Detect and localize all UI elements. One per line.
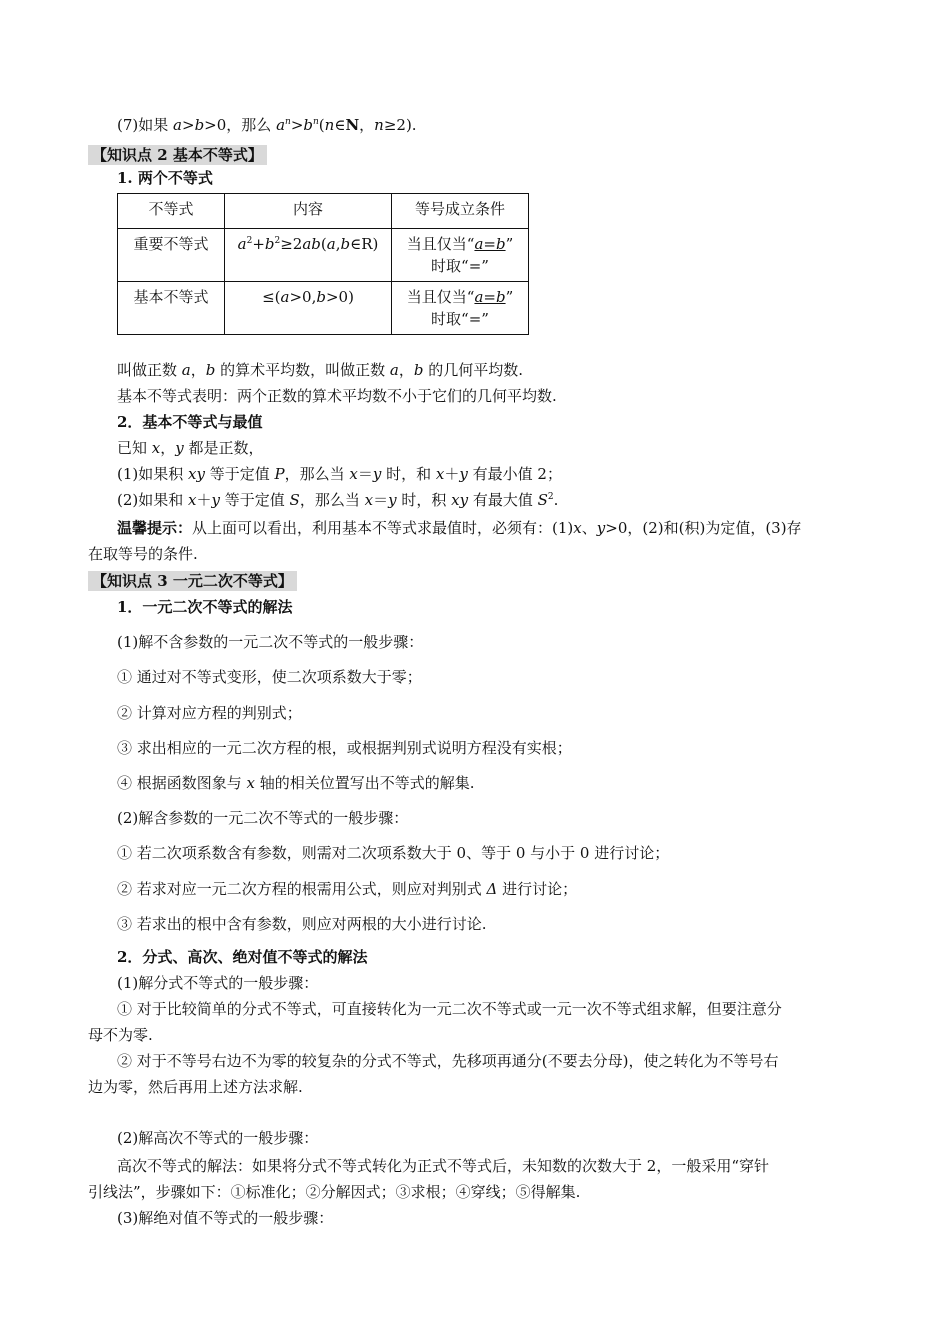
mean-definition: 叫做正数 a，b 的算术平均数，叫做正数 a，b 的几何平均数. (117, 361, 524, 379)
max-value-rule: (2)如果和 x＋y 等于定值 S，那么当 x＝y 时，积 xy 有最大值 $S^2$. (117, 491, 559, 509)
step-item: ③ 求出相应的一元二次方程的根，或根据判别式说明方程没有实根； (117, 739, 572, 757)
subheading-quadratic: 1．一元二次不等式的解法 (117, 598, 293, 616)
step-item: ③ 若求出的根中含有参数，则应对两根的大小进行讨论. (117, 915, 487, 933)
step-item: ① 对于比较简单的分式不等式，可直接转化为一元二次不等式或一元一次不等式组求解，但要注意分 (117, 1000, 782, 1018)
tip-line-1: 温馨提示：从上面可以看出，利用基本不等式求最值时，必须有：(1)x、y>0，(2)和(积)为定值，(3)存 (117, 519, 802, 537)
table-cell-condition: 当且仅当“a=b” 时取“=” (392, 229, 529, 282)
section-header-kp3: 【知识点 3 一元二次不等式】 (88, 571, 297, 591)
tip-line-2: 在取等号的条件. (88, 545, 198, 563)
section-header-kp2: 【知识点 2 基本不等式】 (88, 145, 267, 165)
tip-label: 温馨提示： (117, 519, 193, 537)
table-cell: 基本不等式 (118, 282, 225, 335)
step-heading: (1)解不含参数的一元二次不等式的一般步骤： (117, 633, 424, 651)
step-heading: (1)解分式不等式的一般步骤： (117, 974, 319, 992)
step-item: ② 计算对应方程的判别式； (117, 704, 302, 722)
table-header: 不等式 (118, 194, 225, 229)
step-item: ② 若求对应一元二次方程的根需用公式，则应对判别式 Δ 进行讨论； (117, 880, 578, 898)
step-item-cont: 母不为零. (88, 1026, 153, 1044)
step-item: ① 通过对不等式变形，使二次项系数大于零； (117, 668, 422, 686)
inequality-table (117, 193, 529, 335)
subheading-fraction: 2．分式、高次、绝对值不等式的解法 (117, 948, 368, 966)
formula-basic-inequality: ≤(a>0,b>0) (225, 282, 392, 335)
property-7: (7)如果 a>b>0，那么 $a^n>b^n(n\in N$，n≥2). (117, 116, 417, 134)
basic-inequality-meaning: 基本不等式表明：两个正数的算术平均数不小于它们的几何平均数. (117, 387, 557, 405)
table-header: 等号成立条件 (392, 194, 529, 229)
table-header-row (118, 194, 529, 229)
table-row (118, 282, 529, 335)
step-item-cont: 引线法”，步骤如下：①标准化；②分解因式；③求根；④穿线；⑤得解集. (88, 1183, 581, 1201)
subheading-two-inequalities: 1. 两个不等式 (117, 169, 213, 187)
table-cell: 重要不等式 (118, 229, 225, 282)
subheading-extremes: 2．基本不等式与最值 (117, 413, 263, 431)
table-row (118, 229, 529, 282)
step-heading: (3)解绝对值不等式的一般步骤： (117, 1209, 334, 1227)
min-value-rule: (1)如果积 xy 等于定值 P，那么当 x＝y 时，和 x＋y 有最小值 2； (117, 465, 562, 483)
given-statement: 已知 x，y 都是正数， (117, 439, 264, 457)
step-item-cont: 边为零，然后再用上述方法求解. (88, 1078, 303, 1096)
step-item: 高次不等式的解法：如果将分式不等式转化为正式不等式后，未知数的次数大于 2，一般采用“穿针 (117, 1157, 769, 1175)
step-item: ② 对于不等号右边不为零的较复杂的分式不等式，先移项再通分(不要去分母)，使之转化为不等号右 (117, 1052, 779, 1070)
step-heading: (2)解高次不等式的一般步骤： (117, 1129, 319, 1147)
table-header: 内容 (225, 194, 392, 229)
table-cell-condition: 当且仅当“a=b” 时取“=” (392, 282, 529, 335)
step-item: ④ 根据函数图象与 x 轴的相关位置写出不等式的解集. (117, 774, 475, 792)
step-heading: (2)解含参数的一元二次不等式的一般步骤： (117, 809, 409, 827)
formula-important-inequality: $a^2+b^2\ge 2ab(a,b\in R)$ (225, 229, 392, 282)
step-item: ① 若二次项系数含有参数，则需对二次项系数大于 0、等于 0 与小于 0 进行讨论； (117, 844, 670, 862)
